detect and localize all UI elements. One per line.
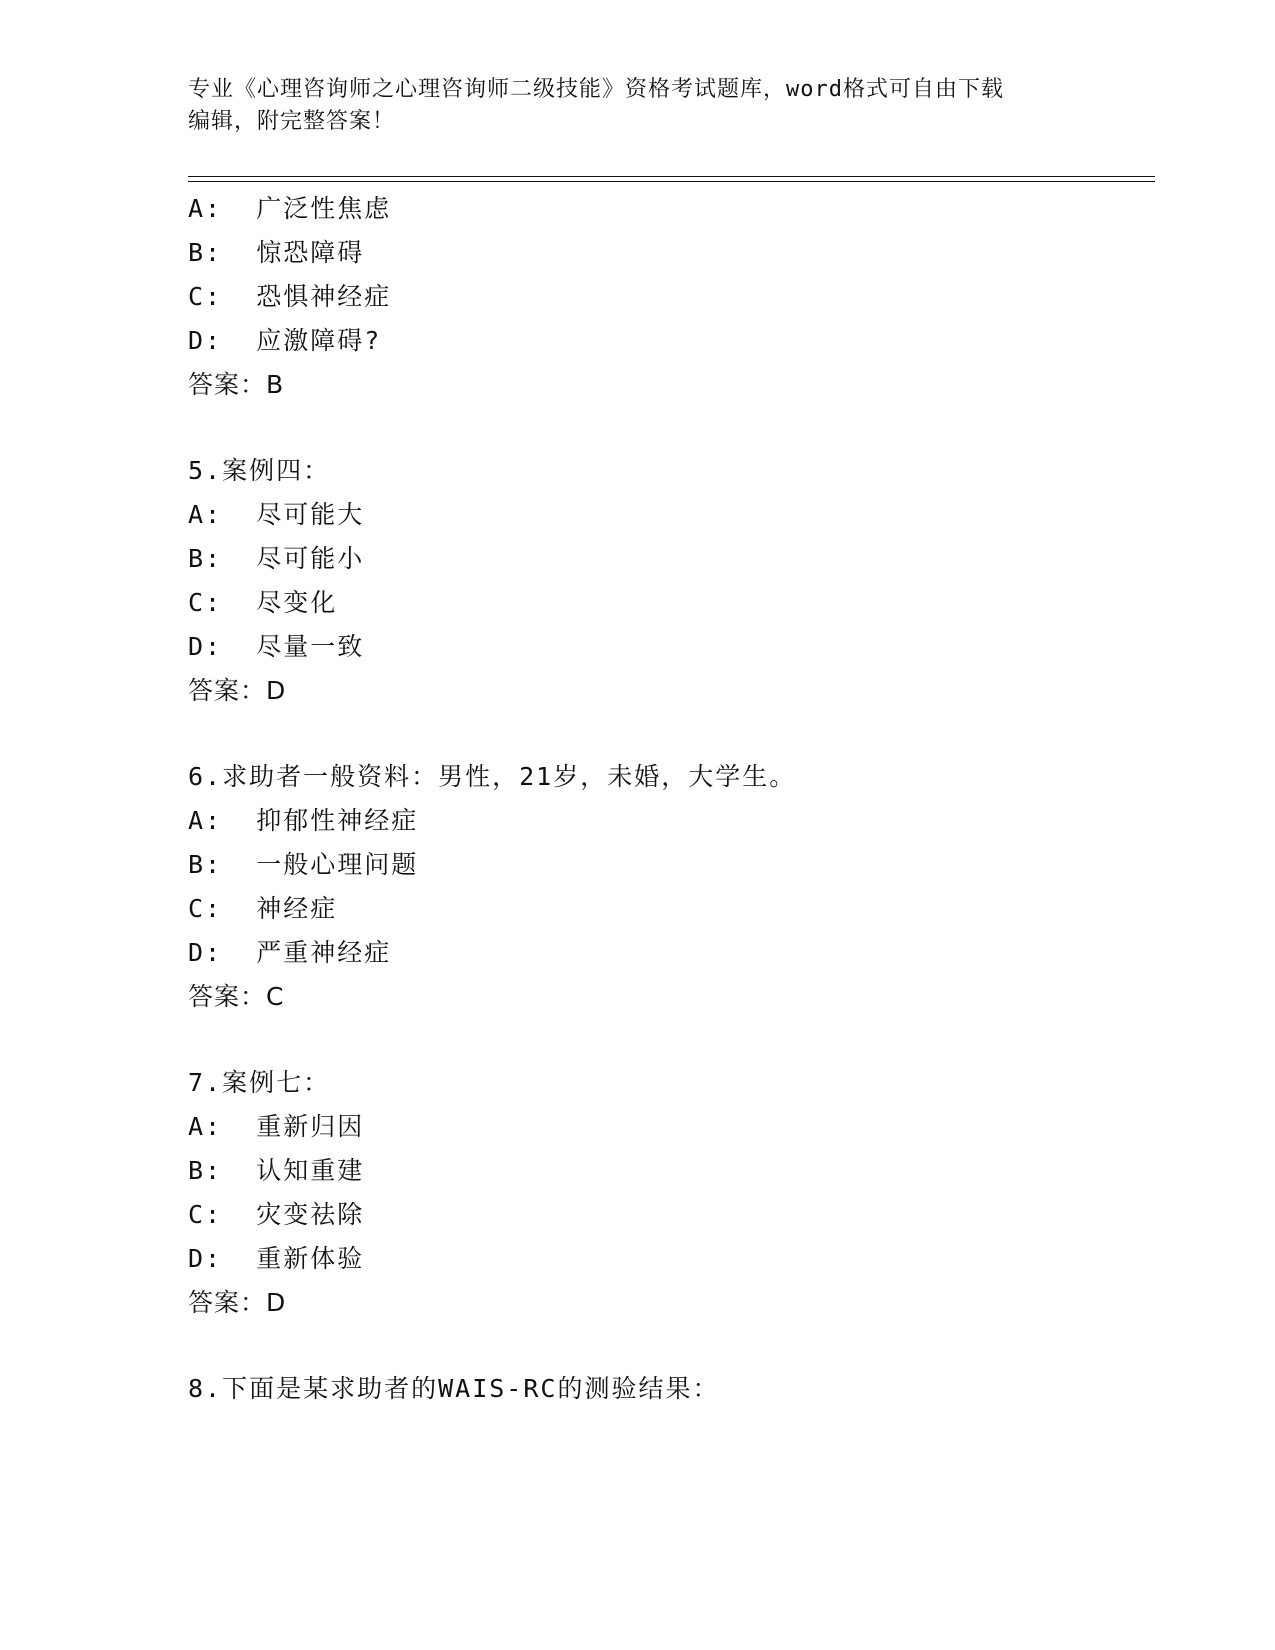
q4-option-a: A: 广泛性焦虑 — [188, 194, 392, 223]
q5-option-a: A: 尽可能大 — [188, 500, 365, 529]
q5-option-c: C: 尽变化 — [188, 588, 338, 617]
q7-option-c: C: 灾变祛除 — [188, 1200, 365, 1229]
q8-stem: 8.下面是某求助者的WAIS-RC的测验结果： — [188, 1374, 720, 1403]
q6-option-d: D: 严重神经症 — [188, 938, 392, 967]
q5-answer: 答案：D — [188, 676, 287, 705]
q6-option-a: A: 抑郁性神经症 — [188, 806, 419, 835]
q6-option-b: B: 一般心理问题 — [188, 850, 419, 879]
q7-answer: 答案：D — [188, 1288, 287, 1317]
q6-stem: 6.求助者一般资料：男性，21岁，未婚，大学生。 — [188, 762, 797, 791]
q4-option-d: D: 应激障碍? — [188, 326, 382, 355]
q5-option-b: B: 尽可能小 — [188, 544, 365, 573]
q7-option-b: B: 认知重建 — [188, 1156, 365, 1185]
q6-answer: 答案：C — [188, 982, 285, 1011]
header-line-1: 专业《心理咨询师之心理咨询师二级技能》资格考试题库，word格式可自由下载 — [188, 77, 1004, 102]
document-header — [188, 74, 1088, 138]
q5-option-d: D: 尽量一致 — [188, 632, 365, 661]
header-divider-bottom — [188, 181, 1155, 182]
q7-stem: 7.案例七： — [188, 1068, 331, 1097]
q6-option-c: C: 神经症 — [188, 894, 338, 923]
q7-option-d: D: 重新体验 — [188, 1244, 365, 1273]
q4-answer: 答案：B — [188, 370, 285, 399]
q4-option-c: C: 恐惧神经症 — [188, 282, 392, 311]
q7-option-a: A: 重新归因 — [188, 1112, 365, 1141]
header-divider-top — [188, 176, 1155, 177]
q4-option-b: B: 惊恐障碍 — [188, 238, 365, 267]
header-line-2: 编辑，附完整答案！ — [188, 109, 396, 134]
q5-stem: 5.案例四： — [188, 456, 331, 485]
